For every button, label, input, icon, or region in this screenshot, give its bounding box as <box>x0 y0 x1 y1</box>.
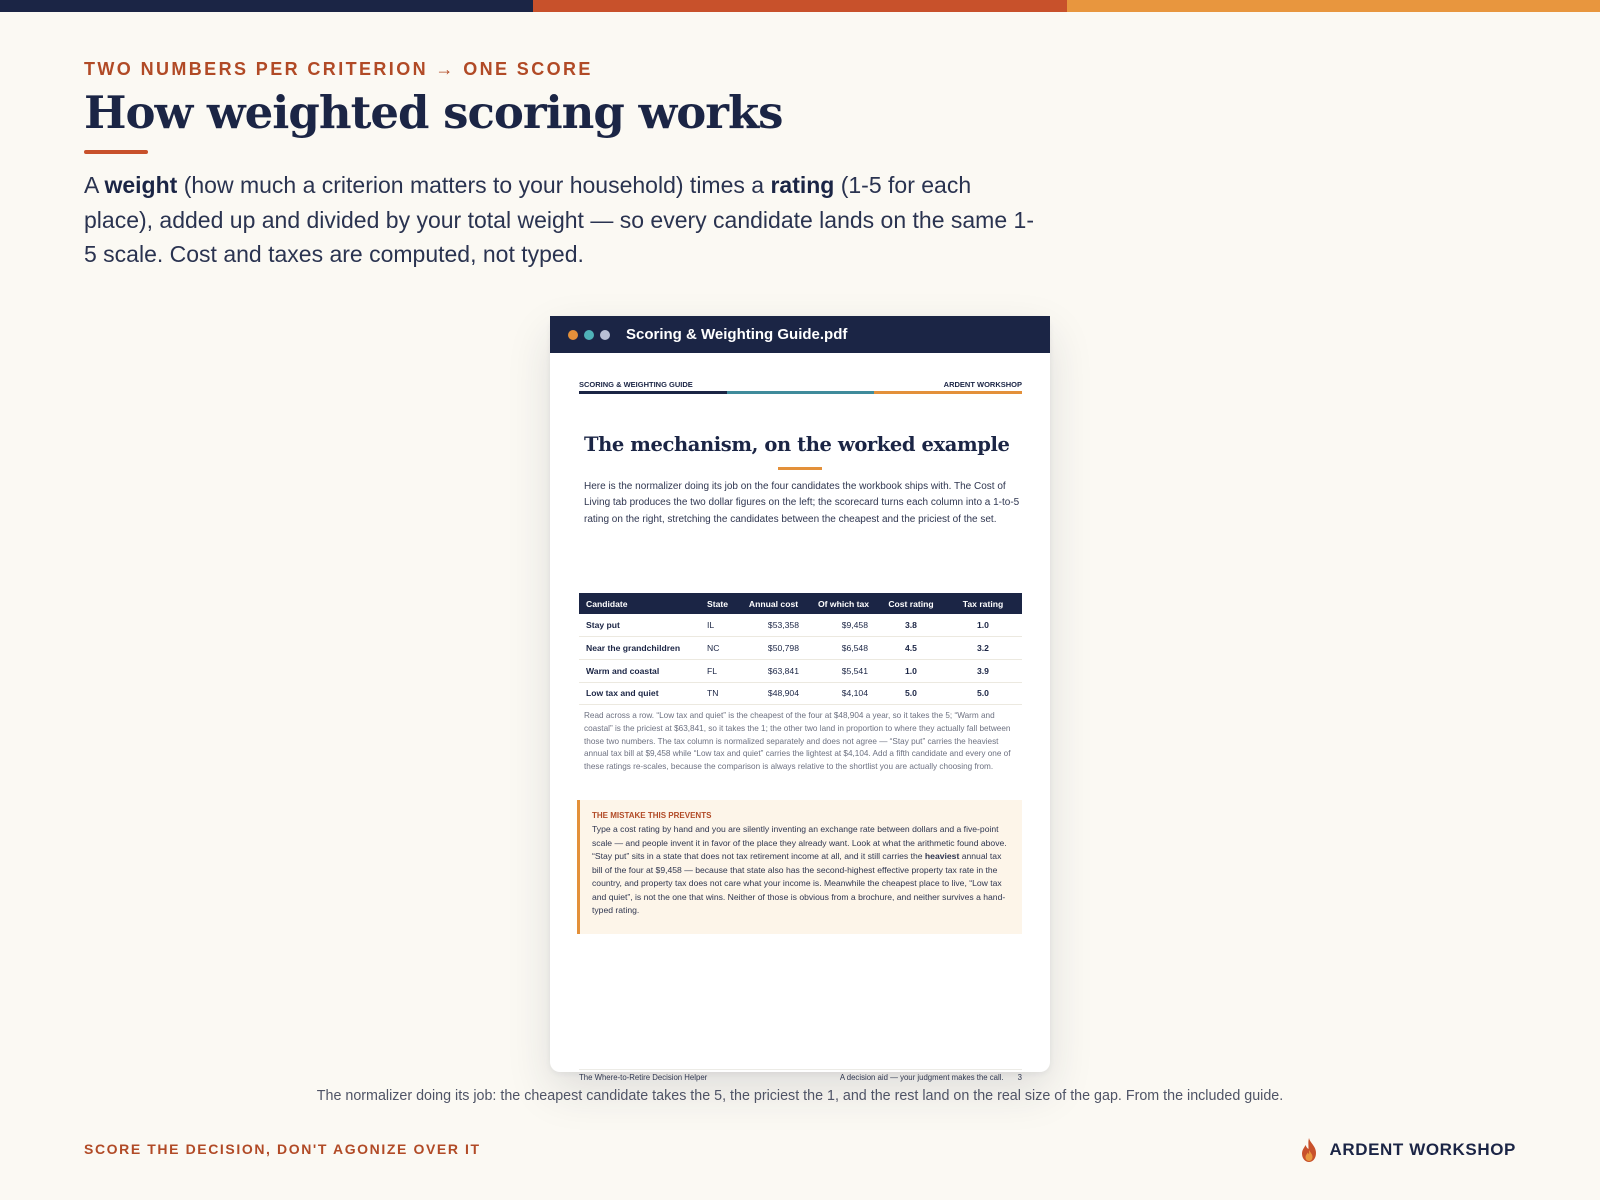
doc-intro: Here is the normalizer doing its job on the four candidates the workbook ships with. The Cost of Living tab produces the two dollar figures on the left; the scorecard turns each column into a 1-to-5 rating on the right, stretching the candidates between the cheapest and the priciest of the set. <box>584 481 1020 525</box>
doc-rule-navy <box>579 391 727 394</box>
cell-of-which-tax: $9,458 <box>809 614 878 637</box>
col-header-state: State <box>700 593 738 614</box>
cell-tax-rating: 1.0 <box>944 614 1022 637</box>
footer-tagline: SCORE THE DECISION, DON'T AGONIZE OVER IT <box>84 1141 481 1157</box>
flame-icon <box>1297 1137 1321 1163</box>
col-header-tax-rating: Tax rating <box>944 593 1022 614</box>
title-underline <box>84 150 148 154</box>
ratings-table <box>579 593 1022 705</box>
doc-footer-left: The Where-to-Retire Decision Helper <box>579 1073 708 1082</box>
cell-state: IL <box>700 614 738 637</box>
callout-text <box>592 823 1011 918</box>
cell-candidate: Stay put <box>579 614 700 637</box>
cell-annual-cost: $63,841 <box>738 659 809 682</box>
top-color-bar <box>0 0 1600 12</box>
pdf-page <box>550 353 1050 1082</box>
doc-rule-teal <box>727 391 875 394</box>
callout-text-bold: heaviest <box>924 851 960 861</box>
lede-bold-rating: rating <box>770 172 835 198</box>
cell-candidate: Low tax and quiet <box>579 682 700 705</box>
cell-tax-rating: 5.0 <box>944 682 1022 705</box>
top-bar-amber-segment <box>1067 0 1600 12</box>
mistake-callout <box>577 800 1022 934</box>
doc-header-right: ARDENT WORKSHOP <box>943 380 1022 389</box>
cell-state: NC <box>700 637 738 660</box>
slide-eyebrow: TWO NUMBERS PER CRITERION → ONE SCORE <box>84 59 593 79</box>
window-title-bar <box>550 316 1050 353</box>
cell-of-which-tax: $5,541 <box>809 659 878 682</box>
table-row <box>579 682 1022 705</box>
lede-bold-weight: weight <box>104 172 178 198</box>
doc-page-number: 3 <box>1017 1073 1022 1082</box>
top-bar-navy-segment <box>0 0 533 12</box>
doc-footer-rule <box>579 1069 1022 1070</box>
cell-state: FL <box>700 659 738 682</box>
cell-tax-rating: 3.2 <box>944 637 1022 660</box>
col-header-candidate: Candidate <box>579 593 700 614</box>
doc-footer-right: A decision aid — your judgment makes the call. <box>839 1073 1004 1082</box>
lede-text-2: (how much a criterion matters to your household) times a <box>177 172 771 198</box>
window-dot-orange-icon[interactable] <box>568 330 578 340</box>
slide-lede <box>84 168 1044 272</box>
window-dot-teal-icon[interactable] <box>584 330 594 340</box>
cell-cost-rating: 5.0 <box>878 682 944 705</box>
doc-header-rule <box>579 391 1022 394</box>
lede-text-3: (1-5 for each place), added up and divided by your total weight — so every candidate lands on the same 1-5 scale. Cost and taxes are computed, not typed. <box>84 172 1034 267</box>
doc-footer-right-group <box>840 1073 1022 1082</box>
cell-candidate: Warm and coastal <box>579 659 700 682</box>
table-header-row <box>579 593 1022 614</box>
brand-lockup <box>1297 1137 1516 1163</box>
lede-text-1: A <box>84 172 105 198</box>
doc-title-underline <box>778 467 822 470</box>
table-row <box>579 637 1022 660</box>
top-bar-rust-segment <box>533 0 1066 12</box>
brand-name: ARDENT WORKSHOP <box>1329 1140 1516 1159</box>
cell-candidate: Near the grandchildren <box>579 637 700 660</box>
table-row <box>579 614 1022 637</box>
doc-title: The mechanism, on the worked example <box>584 433 1010 456</box>
cell-of-which-tax: $6,548 <box>809 637 878 660</box>
cell-cost-rating: 3.8 <box>878 614 944 637</box>
pdf-viewer-window <box>550 316 1050 1082</box>
col-header-of-which-tax: Of which tax <box>809 593 878 614</box>
doc-footer <box>579 1073 1022 1082</box>
doc-running-header <box>579 380 1022 389</box>
figure-caption: The normalizer doing its job: the cheapest candidate takes the 5, the priciest the 1, and the rest land on the real size of the gap. From the included guide. <box>316 1088 1284 1104</box>
cell-state: TN <box>700 682 738 705</box>
cell-tax-rating: 3.9 <box>944 659 1022 682</box>
cell-annual-cost: $53,358 <box>738 614 809 637</box>
cell-cost-rating: 1.0 <box>878 659 944 682</box>
col-header-cost-rating: Cost rating <box>878 593 944 614</box>
cell-annual-cost: $48,904 <box>738 682 809 705</box>
table-row <box>579 659 1022 682</box>
window-title: Scoring & Weighting Guide.pdf <box>626 326 848 343</box>
callout-text-after: annual tax bill of the four at $9,458 — because that state also has the second-highest effective property tax rate in the country, and property tax does not care what your income is. Meanwhile the cheapest place to live, “Low tax and quiet”, is not the one that wins. Neither of those is obvious from a brochure, and neither survives a hand-typed rating. <box>592 851 1006 915</box>
callout-label: THE MISTAKE THIS PREVENTS <box>592 811 712 820</box>
callout-text-before: Type a cost rating by hand and you are silently inventing an exchange rate between dollars and a five-point scale — and people invent it in favor of the place they already want. Look at what the arithmetic found above. “Stay put” sits in a state that does not tax retirement income at all, and it still carries the <box>592 824 1007 861</box>
cell-cost-rating: 4.5 <box>878 637 944 660</box>
doc-rule-amber <box>874 391 1022 394</box>
doc-table-note: Read across a row. “Low tax and quiet” is the cheapest of the four at $48,904 a year, so it takes the 5; “Warm and coastal” is the priciest at $63,841, so it takes the 1; the other two land in proportion to where they actually fall between those two numbers. The tax column is normalized separately and does not agree — “Stay put” carries the heaviest annual tax bill at $9,458 while “Low tax and quiet” carries the lightest at $4,104. Add a fifth candidate and every one of these ratings re-scales, because the comparison is always relative to the shortlist you are actually choosing from. <box>584 711 1011 772</box>
window-dot-gray-icon[interactable] <box>600 330 610 340</box>
col-header-annual-cost: Annual cost <box>738 593 809 614</box>
doc-header-left: SCORING & WEIGHTING GUIDE <box>579 380 693 389</box>
slide-title: How weighted scoring works <box>84 86 783 139</box>
cell-annual-cost: $50,798 <box>738 637 809 660</box>
cell-of-which-tax: $4,104 <box>809 682 878 705</box>
